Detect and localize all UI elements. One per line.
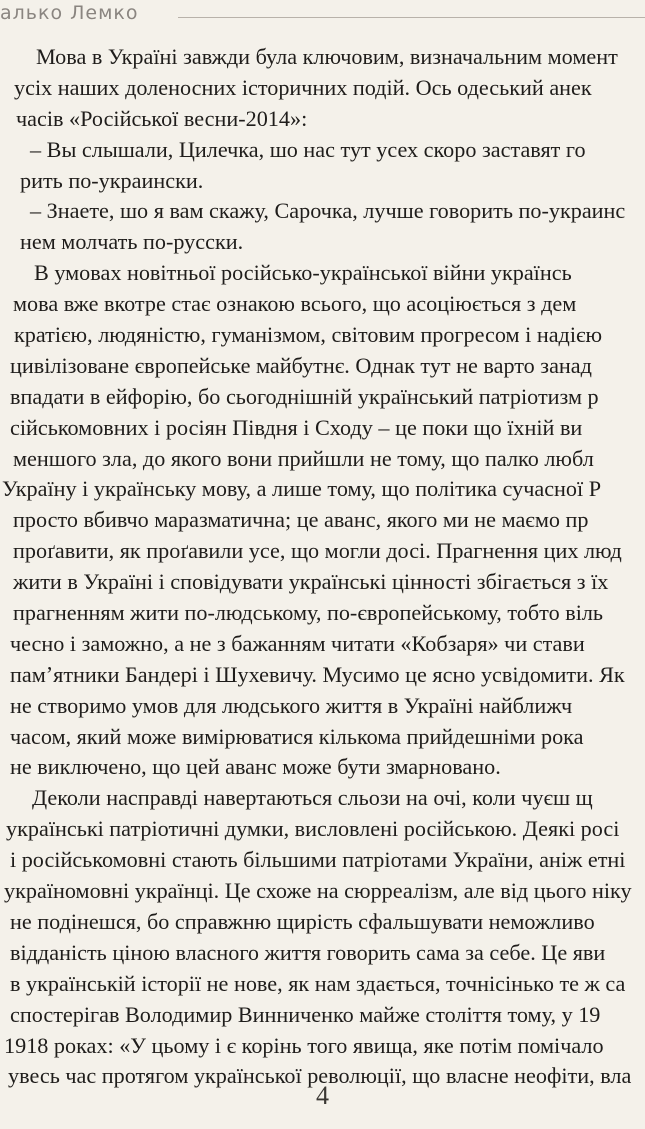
text-line: проґавити, як проґавили усе, що могли досі. Прагнення цих люд	[13, 538, 622, 564]
text-line: Мова в Україні завжди була ключовим, визначальним момент	[36, 44, 618, 69]
text-line: памʼятники Бандері і Шухевичу. Мусимо це ясно усвідомити. Як	[10, 661, 625, 687]
text-line: увесь час протягом української революції, що власне неофіти, вла	[8, 1063, 632, 1089]
body-text	[0, 42, 645, 1092]
text-line: нем молчать по-русски.	[20, 229, 244, 255]
running-head-author: алько Лемко	[0, 2, 139, 24]
text-line: часів «Російської весни-2014»:	[16, 105, 308, 131]
text-line: україномовні українці. Це схоже на сюрреалізм, але від цього ніку	[4, 878, 632, 904]
text-line: в українській історії не нове, як нам здається, точнісінько те ж са	[10, 970, 626, 996]
text-line: часом, який може вимірюватися кількома прийдешніми рока	[10, 723, 584, 749]
text-line: меншого зла, до якого вони прийшли не тому, що палко любл	[13, 445, 594, 471]
text-line: В умовах новітньої російсько-української війни українсь	[34, 260, 572, 286]
text-line: жити в Україні і сповідувати українські цінності збігається з їх	[13, 569, 609, 595]
text-line: не виключено, що цей аванс може бути змарновано.	[10, 754, 501, 780]
text-line: і російськомовні стають більшими патріотами України, аніж етні	[10, 847, 626, 873]
text-line: цивілізоване європейське майбутнє. Однак тут не варто занад	[10, 352, 592, 378]
text-line: мова вже вкотре стає ознакою всього, що асоціюється з дем	[13, 291, 577, 317]
text-line: усіх наших доленосних історичних подій. Ось одеський анек	[14, 74, 592, 100]
text-line: впадати в ейфорію, бо сьогоднішній український патріотизм р	[10, 383, 599, 409]
text-line: чесно і заможно, а не з бажанням читати «Кобзаря» чи стави	[10, 630, 585, 656]
text-line: сійськомовних і росіян Півдня і Сходу – це поки що їхній ви	[10, 414, 583, 440]
header-rule	[178, 17, 645, 18]
text-line: спостерігав Володимир Винниченко майже століття тому, у 19	[10, 1001, 601, 1027]
text-line: не створимо умов для людського життя в Україні найближч	[10, 692, 573, 718]
text-line: прагненням жити по-людському, по-європейському, тобто віль	[13, 600, 604, 626]
page-number: 4	[316, 1081, 329, 1110]
text-line: відданість ціною власного життя говорить сама за себе. Це яви	[10, 939, 606, 965]
text-line: 1918 роках: «У цьому і є корінь того явища, яке потім помічало	[4, 1032, 604, 1058]
text-line: – Вы слышали, Цилечка, шо нас тут усех скоро заставят го	[30, 136, 586, 162]
text-line: кратією, людяністю, гуманізмом, світовим прогресом і надією	[14, 322, 603, 348]
text-line: українські патріотичні думки, висловлені російською. Деякі росі	[6, 816, 620, 842]
text-line: – Знаете, шо я вам скажу, Сарочка, лучше говорить по-украинс	[30, 198, 626, 224]
text-line: рить по-украински.	[20, 167, 204, 193]
text-line: не подінешся, бо справжню щирість сфальшувати неможливо	[10, 908, 595, 934]
text-line: Україну і українську мову, а лише тому, що політика сучасної Р	[2, 476, 602, 502]
text-line: просто вбивчо маразматична; це аванс, якого ми не маємо пр	[13, 507, 589, 533]
text-line: Деколи насправді навертаються сльози на очі, коли чуєш щ	[32, 785, 593, 811]
